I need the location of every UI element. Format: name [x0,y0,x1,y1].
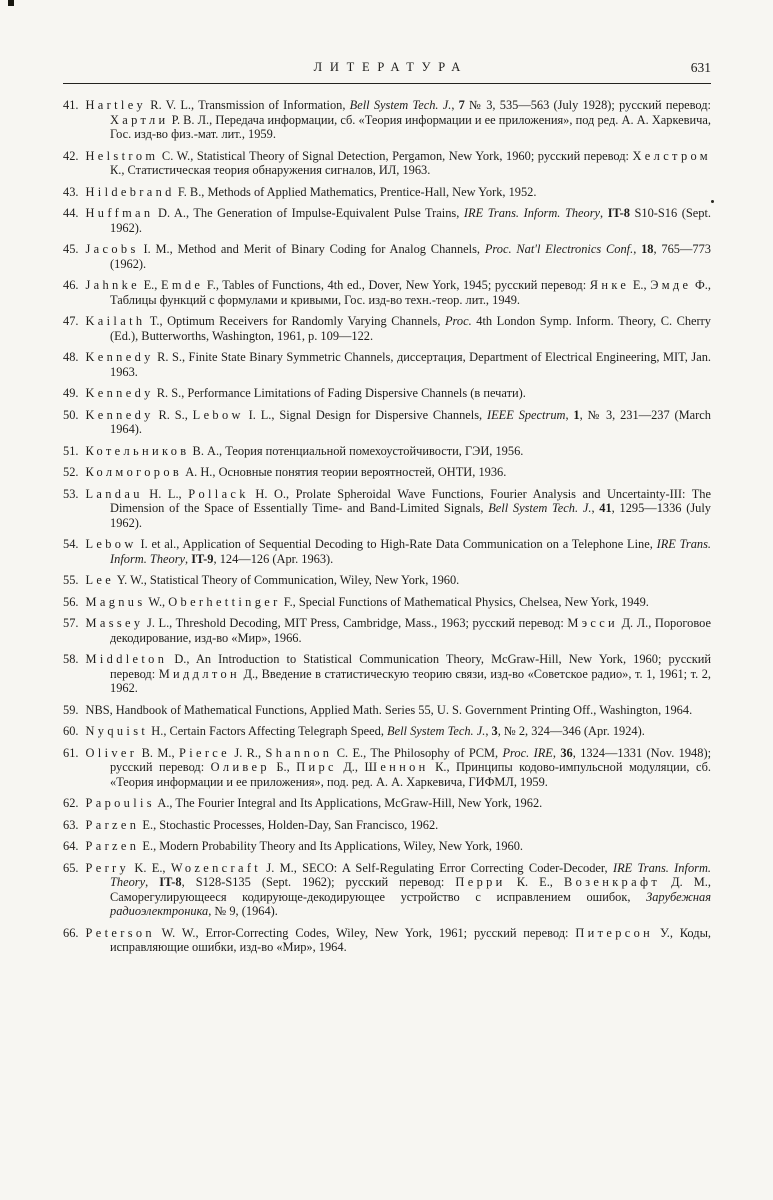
reference-text: Huffman D. A., The Generation of Impulse-Equivalent Pulse Trains, IRE Trans. Inform. Theory, IT-8 S10-S16 (Sept. 1962). [85,206,711,235]
reference-text: Lebow I. et al., Application of Sequential Decoding to High-Rate Data Communication on a Telephone Line, IRE Trans. Inform. Theory, IT-9, 124—126 (Apr. 1963). [85,537,712,566]
reference-entry [63,185,711,200]
reference-entry [63,724,711,739]
reference-text: Landau H. L., Pollack H. O., Prolate Spheroidal Wave Functions, Fourier Analysis and Uncertainty-III: The Dimension of the Space of Essentially Time- and Band-Limited Signals, Bell System Tech. J., 41, 1295—1336 (July 1962). [85,486,712,530]
reference-entry [63,703,711,718]
reference-number: 48. [63,350,79,364]
reference-number: 65. [63,860,79,875]
reference-number: 51. [63,443,79,458]
reference-number: 61. [63,745,79,760]
reference-text: Котельников В. А., Теория потенциальной помехоустойчивости, ГЭИ, 1956. [85,443,524,458]
header-rule [63,83,711,84]
reference-number: 62. [63,796,79,810]
reference-number: 41. [63,98,79,112]
reference-entry [63,573,711,588]
reference-text: Helstrom C. W., Statistical Theory of Signal Detection, Pergamon, New York, 1960; русский перевод: Хелстром К., Статистическая теория обнаружения сигналов, ИЛ, 1963. [85,148,711,177]
reference-number: 57. [63,616,79,630]
reference-number: 44. [63,206,79,220]
reference-text: Magnus W., Oberhettinger F., Special Functions of Mathematical Physics, Chelsea, New York, 1949. [85,594,649,609]
reference-entry [63,595,711,610]
reference-number: 45. [63,242,79,256]
reference-number: 59. [63,702,79,717]
reference-number: 43. [63,184,79,199]
reference-entry [63,408,711,437]
reference-text: Massey J. L., Threshold Decoding, MIT Press, Cambridge, Mass., 1963; русский перевод: Мэсси Д. Л., Пороговое декодирование, изд-во «Мир», 1966. [85,616,711,645]
reference-text: Lee Y. W., Statistical Theory of Communication, Wiley, New York, 1960. [85,573,460,587]
reference-text: Parzen E., Stochastic Processes, Holden-Day, San Francisco, 1962. [85,817,439,832]
reference-text: NBS, Handbook of Mathematical Functions, Applied Math. Series 55, U. S. Government Printing Off., Washington, 1964. [85,702,693,717]
reference-number: 50. [63,407,79,422]
reference-text: Peterson W. W., Error-Correcting Codes, Wiley, New York, 1961; русский перевод: Питерсон У., Коды, исправляющие ошибки, изд-во «Мир», 1964. [85,925,711,954]
reference-text: Kennedy R. S., Lebow I. L., Signal Design for Dispersive Channels, IEEE Spectrum, 1, № 3, 231—237 (March 1964). [85,407,711,436]
reference-entry [63,839,711,854]
reference-text: Papoulis A., The Fourier Integral and Its Applications, McGraw-Hill, New York, 1962. [85,796,543,810]
reference-number: 63. [63,817,79,832]
reference-number: 64. [63,839,79,853]
reference-number: 52. [63,465,79,479]
reference-number: 47. [63,314,79,328]
reference-text: Kennedy R. S., Performance Limitations of Fading Dispersive Channels (в печати). [85,386,526,400]
reference-number: 55. [63,573,79,587]
reference-entry [63,444,711,459]
reference-entry [63,206,711,235]
reference-text: Parzen E., Modern Probability Theory and Its Applications, Wiley, New York, 1960. [85,839,524,853]
reference-entry [63,465,711,480]
reference-text: Middleton D., An Introduction to Statistical Communication Theory, McGraw-Hill, New York, 1960; русский перевод: Миддлтон Д., Введение в статистическую теорию связи, изд-во «Советское радио», т. 1, 1961; т. 2, 1962. [85,652,711,695]
page-header [63,60,711,78]
reference-number: 49. [63,386,79,400]
scan-speck-icon [711,200,714,203]
reference-text: Oliver B. M., Pierce J. R., Shannon C. E., The Philosophy of PCM, Proc. IRE, 36, 1324—1331 (Nov. 1948); русский перевод: Оливер Б., Пирс Д., Шеннон К., Принципы кодово-импульсной модуляции, сб. «Теория информации и ее приложения», под. ред. А. А. Харкевича, ГИФМЛ, 1959. [85,745,712,789]
reference-entry [63,796,711,811]
reference-number: 56. [63,594,79,609]
reference-entry [63,314,711,343]
reference-entry [63,861,711,919]
reference-entry [63,926,711,955]
reference-entry [63,818,711,833]
reference-text: Jahnke E., Emde F., Tables of Functions, 4th ed., Dover, New York, 1945; русский перевод: Янке Е., Эмде Ф., Таблицы функций с формулами и кривыми, Гос. изд-во техн.-теор. лит., 1949. [85,278,711,307]
reference-entry [63,149,711,178]
reference-text: Колмогоров А. Н., Основные понятия теории вероятностей, ОНТИ, 1936. [85,465,507,479]
reference-number: 66. [63,925,79,940]
reference-entry [63,652,711,696]
reference-number: 42. [63,148,79,163]
reference-entry [63,98,711,142]
reference-text: Perry K. E., Wozencraft J. M., SECO: A Self-Regulating Error Correcting Coder-Decoder, IRE Trans. Inform. Theory, IT-8, S128-S135 (Sept. 1962); русский перевод: Перри К. Е., Возенкрафт Д. М., Саморегулирующееся кодирующе-декодирующее устройство с исправлением ошибок, Зарубежная радиоэлектроника, № 9, (1964). [85,860,712,918]
reference-entry [63,616,711,645]
reference-number: 46. [63,278,79,292]
reference-text: Kailath T., Optimum Receivers for Randomly Varying Channels, Proc. 4th London Symp. Inform. Theory, C. Cherry (Ed.), Butterworths, Washington, 1961, p. 109—122. [85,314,712,343]
scan-speck-icon [8,0,14,6]
reference-entry [63,487,711,531]
reference-entry [63,242,711,271]
reference-text: Jacobs I. M., Method and Merit of Binary Coding for Analog Channels, Proc. Nat'l Electronics Conf., 18, 765—773 (1962). [85,242,711,271]
reference-text: Hartley R. V. L., Transmission of Information, Bell System Tech. J., 7 № 3, 535—563 (July 1928); русский перевод: Хартли Р. В. Л., Передача информации, сб. «Теория информации и ее приложения», под ред. А. А. Харкевича, Гос. изд-во физ.-мат. лит., 1959. [85,98,711,141]
reference-entry [63,386,711,401]
reference-entry [63,746,711,790]
reference-entry [63,350,711,379]
reference-number: 58. [63,652,79,666]
reference-text: Kennedy R. S., Finite State Binary Symmetric Channels, диссертация, Department of Electrical Engineering, MIT, Jan. 1963. [85,350,711,379]
running-title: ЛИТЕРАТУРА [313,60,469,74]
reference-entry [63,537,711,566]
reference-number: 54. [63,537,79,551]
reference-text: Nyquist H., Certain Factors Affecting Telegraph Speed, Bell System Tech. J., 3, № 2, 324—346 (Apr. 1924). [85,724,645,738]
reference-number: 53. [63,486,79,501]
page-number: 631 [690,60,711,75]
reference-number: 60. [63,724,79,738]
reference-entry [63,278,711,307]
reference-text: Hildebrand F. B., Methods of Applied Mathematics, Prentice-Hall, New York, 1952. [85,184,537,199]
references-list [63,98,711,962]
